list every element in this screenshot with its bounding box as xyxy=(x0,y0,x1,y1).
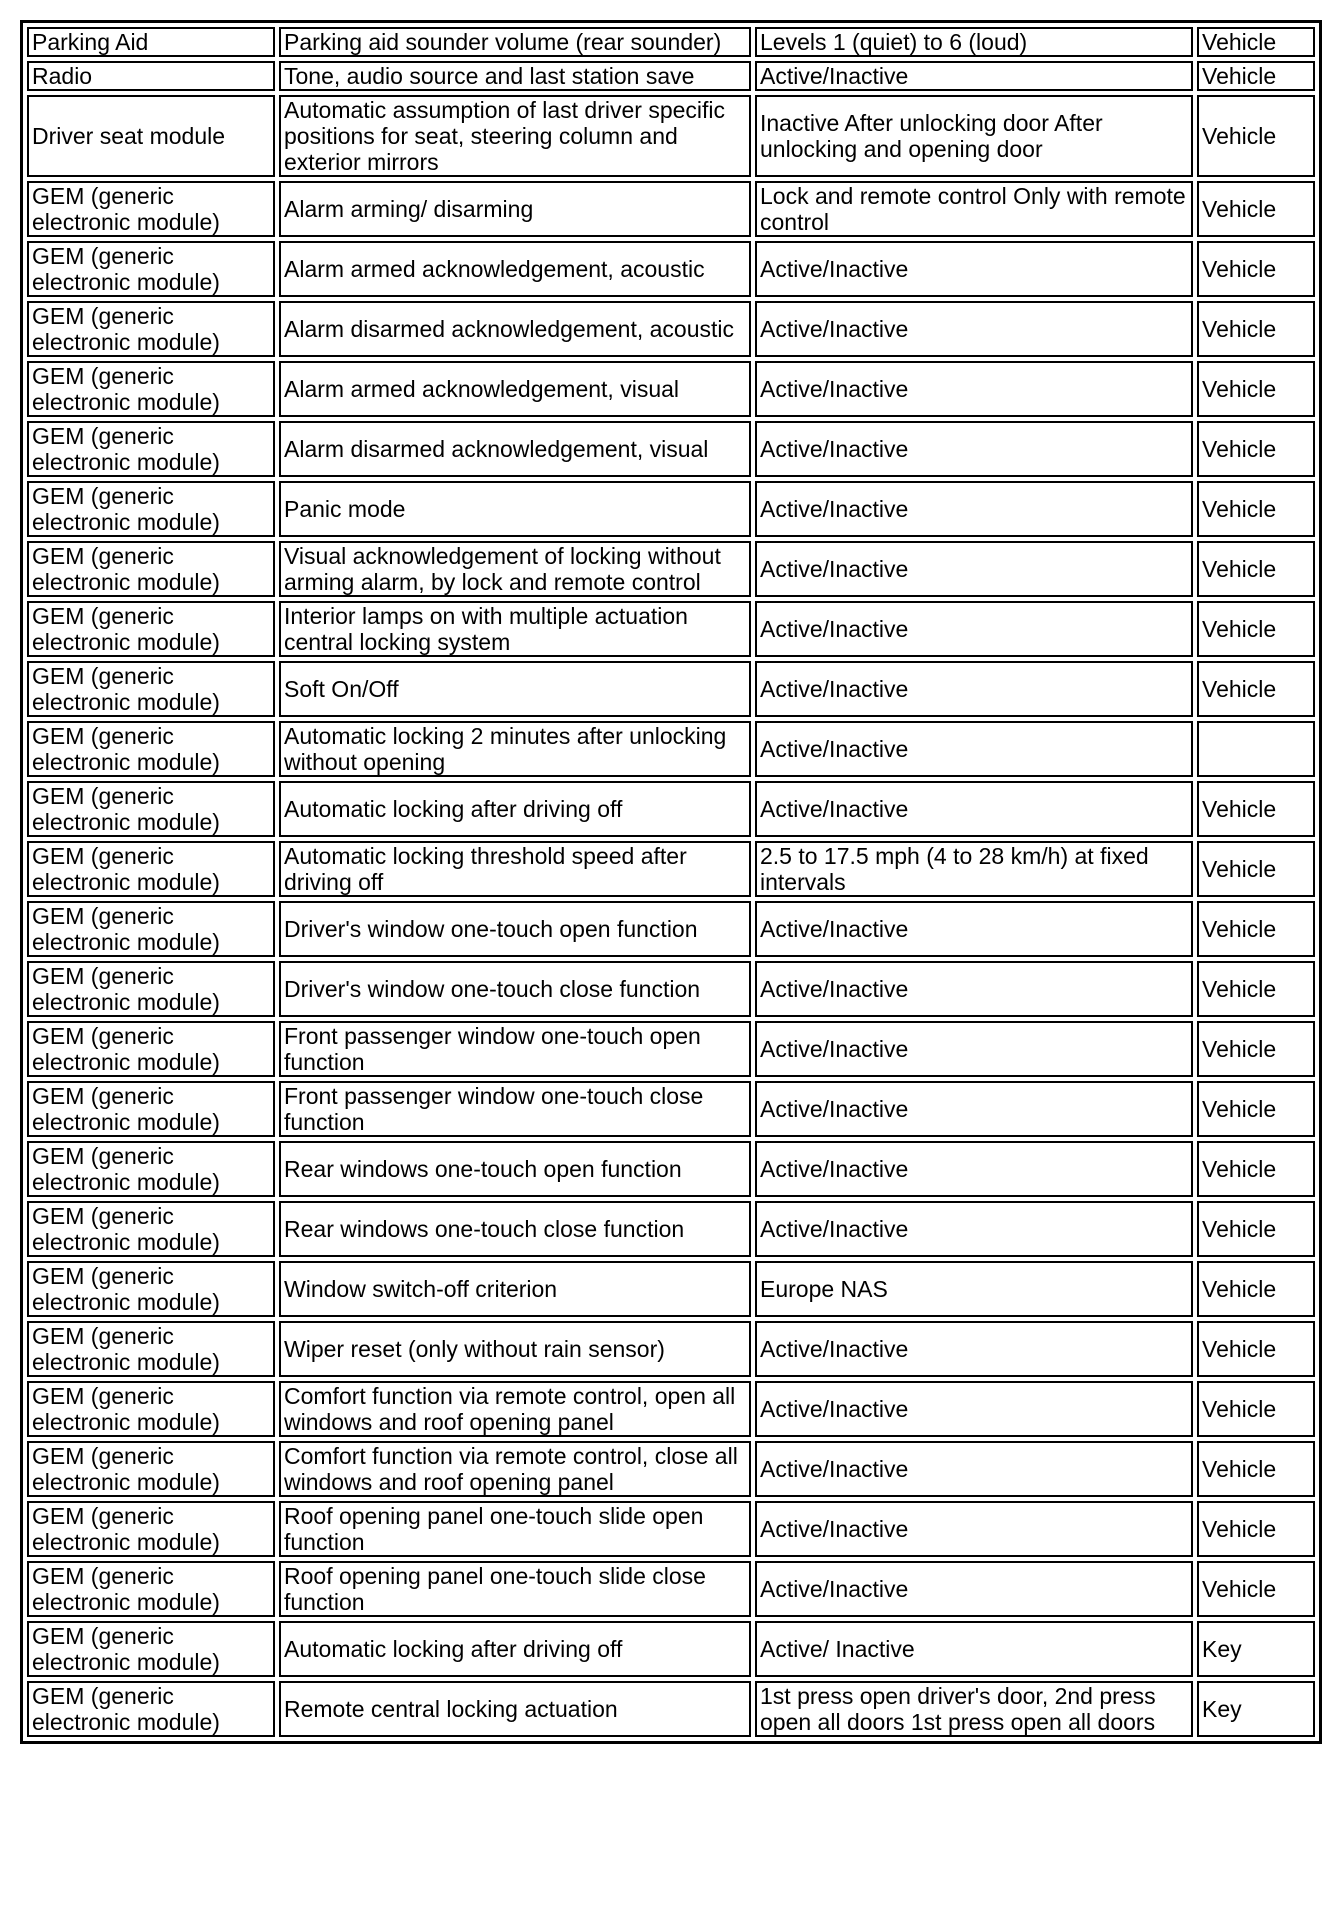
level-cell: Vehicle xyxy=(1197,481,1315,537)
setting-cell: Active/Inactive xyxy=(755,781,1193,837)
level-cell: Vehicle xyxy=(1197,1021,1315,1077)
table-row xyxy=(27,481,1315,537)
module-cell: GEM (generic electronic module) xyxy=(27,601,275,657)
module-cell: Driver seat module xyxy=(27,95,275,177)
function-cell: Automatic locking threshold speed after driving off xyxy=(279,841,751,897)
table-row xyxy=(27,1441,1315,1497)
setting-cell: Active/Inactive xyxy=(755,1141,1193,1197)
function-cell: Tone, audio source and last station save xyxy=(279,61,751,91)
module-cell: GEM (generic electronic module) xyxy=(27,901,275,957)
level-cell: Vehicle xyxy=(1197,961,1315,1017)
module-cell: GEM (generic electronic module) xyxy=(27,721,275,777)
level-cell: Vehicle xyxy=(1197,1321,1315,1377)
function-cell: Comfort function via remote control, open all windows and roof opening panel xyxy=(279,1381,751,1437)
function-cell: Parking aid sounder volume (rear sounder) xyxy=(279,27,751,57)
module-cell: GEM (generic electronic module) xyxy=(27,541,275,597)
module-cell: GEM (generic electronic module) xyxy=(27,1081,275,1137)
setting-cell: Active/ Inactive xyxy=(755,1621,1193,1677)
level-cell: Vehicle xyxy=(1197,601,1315,657)
level-cell: Vehicle xyxy=(1197,1561,1315,1617)
table-row xyxy=(27,361,1315,417)
level-cell: Vehicle xyxy=(1197,181,1315,237)
setting-cell: Active/Inactive xyxy=(755,721,1193,777)
setting-cell: Active/Inactive xyxy=(755,1201,1193,1257)
setting-cell: Active/Inactive xyxy=(755,241,1193,297)
function-cell: Automatic locking after driving off xyxy=(279,781,751,837)
module-cell: Parking Aid xyxy=(27,27,275,57)
configuration-table xyxy=(20,20,1322,1744)
module-cell: GEM (generic electronic module) xyxy=(27,361,275,417)
setting-cell: Active/Inactive xyxy=(755,1081,1193,1137)
table-row xyxy=(27,721,1315,777)
table-row xyxy=(27,841,1315,897)
setting-cell: Inactive After unlocking door After unlocking and opening door xyxy=(755,95,1193,177)
level-cell: Vehicle xyxy=(1197,1081,1315,1137)
module-cell: GEM (generic electronic module) xyxy=(27,301,275,357)
function-cell: Rear windows one-touch close function xyxy=(279,1201,751,1257)
level-cell: Vehicle xyxy=(1197,661,1315,717)
table-row xyxy=(27,1681,1315,1737)
function-cell: Remote central locking actuation xyxy=(279,1681,751,1737)
module-cell: GEM (generic electronic module) xyxy=(27,181,275,237)
table-row xyxy=(27,1381,1315,1437)
function-cell: Alarm disarmed acknowledgement, visual xyxy=(279,421,751,477)
table-row xyxy=(27,541,1315,597)
module-cell: GEM (generic electronic module) xyxy=(27,1621,275,1677)
level-cell: Vehicle xyxy=(1197,421,1315,477)
function-cell: Alarm arming/ disarming xyxy=(279,181,751,237)
setting-cell: Active/Inactive xyxy=(755,421,1193,477)
table-row xyxy=(27,1021,1315,1077)
function-cell: Interior lamps on with multiple actuation central locking system xyxy=(279,601,751,657)
level-cell: Vehicle xyxy=(1197,95,1315,177)
setting-cell: Active/Inactive xyxy=(755,1501,1193,1557)
table-row xyxy=(27,1081,1315,1137)
module-cell: GEM (generic electronic module) xyxy=(27,1201,275,1257)
table-row xyxy=(27,1321,1315,1377)
setting-cell: Lock and remote control Only with remote control xyxy=(755,181,1193,237)
table-row xyxy=(27,181,1315,237)
level-cell: Vehicle xyxy=(1197,1141,1315,1197)
module-cell: GEM (generic electronic module) xyxy=(27,421,275,477)
module-cell: GEM (generic electronic module) xyxy=(27,481,275,537)
function-cell: Automatic assumption of last driver specific positions for seat, steering column and exterior mirrors xyxy=(279,95,751,177)
setting-cell: Active/Inactive xyxy=(755,1381,1193,1437)
module-cell: GEM (generic electronic module) xyxy=(27,1381,275,1437)
function-cell: Automatic locking after driving off xyxy=(279,1621,751,1677)
module-cell: GEM (generic electronic module) xyxy=(27,1561,275,1617)
level-cell: Vehicle xyxy=(1197,61,1315,91)
configuration-table-container xyxy=(20,20,1320,1744)
table-row xyxy=(27,421,1315,477)
module-cell: GEM (generic electronic module) xyxy=(27,1321,275,1377)
function-cell: Visual acknowledgement of locking without arming alarm, by lock and remote control xyxy=(279,541,751,597)
table-row xyxy=(27,241,1315,297)
setting-cell: Active/Inactive xyxy=(755,481,1193,537)
table-row xyxy=(27,1621,1315,1677)
module-cell: GEM (generic electronic module) xyxy=(27,1021,275,1077)
setting-cell: Levels 1 (quiet) to 6 (loud) xyxy=(755,27,1193,57)
level-cell xyxy=(1197,721,1315,777)
level-cell: Key xyxy=(1197,1621,1315,1677)
level-cell: Vehicle xyxy=(1197,781,1315,837)
table-row xyxy=(27,1501,1315,1557)
level-cell: Vehicle xyxy=(1197,1201,1315,1257)
level-cell: Vehicle xyxy=(1197,1381,1315,1437)
function-cell: Window switch-off criterion xyxy=(279,1261,751,1317)
table-row xyxy=(27,1261,1315,1317)
function-cell: Driver's window one-touch close function xyxy=(279,961,751,1017)
table-row xyxy=(27,301,1315,357)
module-cell: GEM (generic electronic module) xyxy=(27,841,275,897)
function-cell: Front passenger window one-touch open function xyxy=(279,1021,751,1077)
table-body xyxy=(27,27,1315,1737)
table-row xyxy=(27,1561,1315,1617)
table-row xyxy=(27,661,1315,717)
module-cell: GEM (generic electronic module) xyxy=(27,1141,275,1197)
setting-cell: Active/Inactive xyxy=(755,601,1193,657)
setting-cell: Europe NAS xyxy=(755,1261,1193,1317)
function-cell: Alarm armed acknowledgement, visual xyxy=(279,361,751,417)
function-cell: Wiper reset (only without rain sensor) xyxy=(279,1321,751,1377)
level-cell: Vehicle xyxy=(1197,1441,1315,1497)
module-cell: GEM (generic electronic module) xyxy=(27,241,275,297)
setting-cell: Active/Inactive xyxy=(755,661,1193,717)
function-cell: Roof opening panel one-touch slide close function xyxy=(279,1561,751,1617)
function-cell: Front passenger window one-touch close function xyxy=(279,1081,751,1137)
table-row xyxy=(27,61,1315,91)
table-row xyxy=(27,781,1315,837)
setting-cell: Active/Inactive xyxy=(755,361,1193,417)
module-cell: GEM (generic electronic module) xyxy=(27,1441,275,1497)
function-cell: Alarm armed acknowledgement, acoustic xyxy=(279,241,751,297)
level-cell: Vehicle xyxy=(1197,1261,1315,1317)
setting-cell: 2.5 to 17.5 mph (4 to 28 km/h) at fixed intervals xyxy=(755,841,1193,897)
table-row xyxy=(27,901,1315,957)
module-cell: GEM (generic electronic module) xyxy=(27,1501,275,1557)
function-cell: Alarm disarmed acknowledgement, acoustic xyxy=(279,301,751,357)
level-cell: Vehicle xyxy=(1197,27,1315,57)
table-row xyxy=(27,961,1315,1017)
table-row xyxy=(27,1201,1315,1257)
level-cell: Vehicle xyxy=(1197,241,1315,297)
setting-cell: Active/Inactive xyxy=(755,1321,1193,1377)
function-cell: Panic mode xyxy=(279,481,751,537)
level-cell: Vehicle xyxy=(1197,841,1315,897)
module-cell: GEM (generic electronic module) xyxy=(27,661,275,717)
module-cell: GEM (generic electronic module) xyxy=(27,1681,275,1737)
level-cell: Vehicle xyxy=(1197,1501,1315,1557)
level-cell: Key xyxy=(1197,1681,1315,1737)
function-cell: Driver's window one-touch open function xyxy=(279,901,751,957)
setting-cell: Active/Inactive xyxy=(755,541,1193,597)
setting-cell: Active/Inactive xyxy=(755,301,1193,357)
module-cell: GEM (generic electronic module) xyxy=(27,961,275,1017)
module-cell: Radio xyxy=(27,61,275,91)
setting-cell: Active/Inactive xyxy=(755,1441,1193,1497)
setting-cell: Active/Inactive xyxy=(755,1021,1193,1077)
module-cell: GEM (generic electronic module) xyxy=(27,1261,275,1317)
setting-cell: Active/Inactive xyxy=(755,961,1193,1017)
function-cell: Comfort function via remote control, close all windows and roof opening panel xyxy=(279,1441,751,1497)
table-row xyxy=(27,601,1315,657)
level-cell: Vehicle xyxy=(1197,541,1315,597)
function-cell: Soft On/Off xyxy=(279,661,751,717)
module-cell: GEM (generic electronic module) xyxy=(27,781,275,837)
setting-cell: Active/Inactive xyxy=(755,901,1193,957)
level-cell: Vehicle xyxy=(1197,361,1315,417)
function-cell: Rear windows one-touch open function xyxy=(279,1141,751,1197)
table-row xyxy=(27,27,1315,57)
function-cell: Roof opening panel one-touch slide open function xyxy=(279,1501,751,1557)
level-cell: Vehicle xyxy=(1197,901,1315,957)
setting-cell: Active/Inactive xyxy=(755,1561,1193,1617)
setting-cell: 1st press open driver's door, 2nd press open all doors 1st press open all doors xyxy=(755,1681,1193,1737)
setting-cell: Active/Inactive xyxy=(755,61,1193,91)
table-row xyxy=(27,95,1315,177)
function-cell: Automatic locking 2 minutes after unlocking without opening xyxy=(279,721,751,777)
level-cell: Vehicle xyxy=(1197,301,1315,357)
table-row xyxy=(27,1141,1315,1197)
